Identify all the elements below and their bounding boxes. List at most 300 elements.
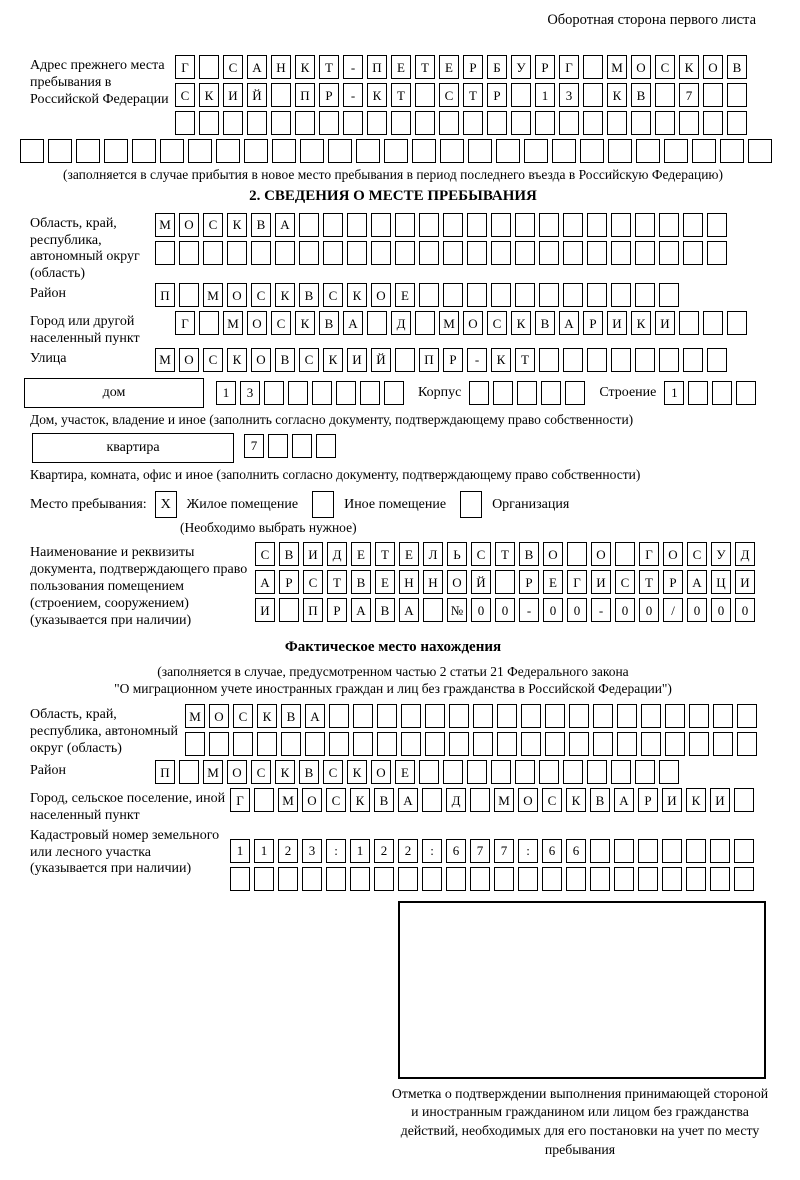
- char-cell: [641, 704, 661, 728]
- fact-city-label: Город, сельское поселение, иной населенный пункт: [30, 791, 226, 823]
- char-cell: [271, 83, 291, 107]
- char-cell: [257, 732, 277, 756]
- char-cell: К: [347, 283, 367, 307]
- char-cell: [539, 241, 559, 265]
- char-cell: [737, 704, 757, 728]
- char-cell: [611, 213, 631, 237]
- char-cell: [233, 732, 253, 756]
- char-cell: [611, 241, 631, 265]
- char-cell: [635, 760, 655, 784]
- char-cell: 0: [735, 598, 755, 622]
- char-cell: А: [398, 788, 418, 812]
- char-cell: [415, 83, 435, 107]
- char-cell: [563, 213, 583, 237]
- char-cell: И: [607, 311, 627, 335]
- char-cell: [292, 434, 312, 458]
- char-cell: [521, 732, 541, 756]
- cadastral-label: Кадастровый номер земельного или лесного участка (указывается при наличии): [30, 827, 220, 877]
- char-cell: М: [203, 760, 223, 784]
- cadastral-grid: [230, 825, 756, 895]
- char-cell: [541, 381, 561, 405]
- char-cell: [521, 704, 541, 728]
- char-cell: [565, 381, 585, 405]
- char-cell: [587, 241, 607, 265]
- fact-location-note-2: "О миграционном учете иностранных граждан и лиц без гражданства в Российской Федерации"): [114, 681, 672, 697]
- char-cell: [638, 867, 658, 891]
- char-cell: С: [323, 760, 343, 784]
- char-cell: Ц: [711, 570, 731, 594]
- char-cell: [350, 867, 370, 891]
- char-cell: [727, 311, 747, 335]
- char-cell: Й: [371, 348, 391, 372]
- street-label: Улица: [30, 350, 67, 366]
- char-grid-row: [255, 598, 756, 622]
- street-grid: [155, 348, 756, 376]
- fact-district-row: [30, 760, 756, 788]
- char-cell: [497, 704, 517, 728]
- char-cell: Т: [639, 570, 659, 594]
- char-cell: 1: [535, 83, 555, 107]
- char-cell: К: [679, 55, 699, 79]
- char-cell: [20, 139, 44, 163]
- korpus-cells: [469, 381, 589, 405]
- char-cell: В: [351, 570, 371, 594]
- region-row: [30, 213, 756, 283]
- char-cell: Р: [535, 55, 555, 79]
- char-cell: [590, 867, 610, 891]
- char-cell: [443, 760, 463, 784]
- char-cell: [635, 283, 655, 307]
- char-cell: А: [247, 55, 267, 79]
- char-cell: С: [326, 788, 346, 812]
- char-cell: В: [299, 760, 319, 784]
- confirmation-stamp-caption: Отметка о подтверждении выполнения принимающей стороной и иностранным гражданином или лицом без гражданства действий, необходимых для его постановки на учет по месту пребывания: [391, 1085, 769, 1157]
- char-cell: 0: [495, 598, 515, 622]
- char-cell: 0: [687, 598, 707, 622]
- char-cell: Т: [463, 83, 483, 107]
- char-cell: [223, 111, 243, 135]
- char-grid-row: [175, 311, 756, 335]
- char-cell: [703, 311, 723, 335]
- char-cell: [587, 213, 607, 237]
- char-cell: [662, 839, 682, 863]
- prev-address-label: Адрес прежнего места пребывания в Российской Федерации: [30, 58, 169, 107]
- char-cell: [587, 760, 607, 784]
- char-cell: [563, 760, 583, 784]
- confirmation-stamp-box: [398, 901, 766, 1079]
- char-cell: [665, 732, 685, 756]
- prev-address-grid: [175, 55, 756, 139]
- stay-type-row: [30, 491, 756, 518]
- char-cell: [617, 704, 637, 728]
- char-cell: :: [518, 839, 538, 863]
- stay-type-label: Место пребывания:: [30, 496, 147, 512]
- char-cell: [559, 111, 579, 135]
- char-cell: [281, 732, 301, 756]
- char-cell: У: [711, 542, 731, 566]
- char-cell: Т: [495, 542, 515, 566]
- char-cell: М: [155, 348, 175, 372]
- char-cell: Л: [423, 542, 443, 566]
- char-cell: [199, 311, 219, 335]
- char-cell: [515, 241, 535, 265]
- char-cell: Н: [399, 570, 419, 594]
- char-cell: Е: [395, 760, 415, 784]
- char-cell: 7: [470, 839, 490, 863]
- char-cell: 6: [446, 839, 466, 863]
- char-cell: [524, 139, 548, 163]
- char-cell: [593, 732, 613, 756]
- char-cell: В: [279, 542, 299, 566]
- char-cell: [305, 732, 325, 756]
- char-cell: П: [155, 283, 175, 307]
- char-cell: С: [271, 311, 291, 335]
- char-cell: [422, 788, 442, 812]
- char-cell: А: [687, 570, 707, 594]
- char-grid-row: [230, 867, 756, 891]
- char-cell: О: [371, 760, 391, 784]
- char-cell: М: [607, 55, 627, 79]
- char-cell: Р: [463, 55, 483, 79]
- char-cell: [48, 139, 72, 163]
- char-cell: [683, 213, 703, 237]
- char-cell: [279, 598, 299, 622]
- char-cell: [737, 732, 757, 756]
- char-cell: И: [591, 570, 611, 594]
- char-cell: [638, 839, 658, 863]
- char-cell: С: [487, 311, 507, 335]
- char-cell: М: [203, 283, 223, 307]
- char-cell: В: [281, 704, 301, 728]
- checkbox-other-premises: [312, 491, 334, 518]
- char-cell: [727, 83, 747, 107]
- char-cell: [216, 139, 240, 163]
- cadastral-row: [30, 825, 756, 895]
- char-cell: О: [591, 542, 611, 566]
- char-cell: 0: [639, 598, 659, 622]
- fact-city-grid: [230, 788, 756, 816]
- char-cell: К: [323, 348, 343, 372]
- char-cell: Н: [423, 570, 443, 594]
- char-cell: И: [655, 311, 675, 335]
- char-cell: [607, 111, 627, 135]
- char-cell: [511, 83, 531, 107]
- char-grid-row: [155, 241, 756, 265]
- checkbox-organization-label: Организация: [492, 496, 570, 512]
- char-cell: [271, 111, 291, 135]
- char-cell: [272, 139, 296, 163]
- char-grid-row: [255, 542, 756, 566]
- char-cell: 6: [566, 839, 586, 863]
- char-cell: Т: [415, 55, 435, 79]
- char-cell: В: [299, 283, 319, 307]
- char-cell: [328, 139, 352, 163]
- char-cell: Г: [230, 788, 250, 812]
- char-cell: [710, 867, 730, 891]
- char-cell: О: [227, 283, 247, 307]
- char-cell: К: [295, 55, 315, 79]
- char-cell: [199, 111, 219, 135]
- char-cell: В: [374, 788, 394, 812]
- city-label: Город или другой населенный пункт: [30, 314, 140, 346]
- char-cell: К: [199, 83, 219, 107]
- district-grid: [155, 283, 756, 311]
- char-cell: [659, 760, 679, 784]
- char-cell: П: [155, 760, 175, 784]
- char-cell: [659, 213, 679, 237]
- char-cell: [683, 348, 703, 372]
- char-cell: -: [591, 598, 611, 622]
- char-cell: [469, 381, 489, 405]
- char-cell: [185, 732, 205, 756]
- char-cell: 3: [559, 83, 579, 107]
- char-cell: Й: [471, 570, 491, 594]
- char-cell: С: [255, 542, 275, 566]
- char-cell: [415, 111, 435, 135]
- char-cell: К: [257, 704, 277, 728]
- char-cell: О: [251, 348, 271, 372]
- stay-type-note: (Необходимо выбрать нужное): [180, 520, 357, 536]
- char-cell: В: [631, 83, 651, 107]
- char-cell: 0: [567, 598, 587, 622]
- char-cell: [631, 111, 651, 135]
- char-cell: Д: [735, 542, 755, 566]
- char-cell: :: [422, 839, 442, 863]
- char-cell: [494, 867, 514, 891]
- char-cell: [288, 381, 308, 405]
- char-cell: К: [566, 788, 586, 812]
- char-cell: [203, 241, 223, 265]
- fact-city-row: [30, 788, 756, 825]
- char-cell: [377, 732, 397, 756]
- char-cell: [371, 241, 391, 265]
- char-cell: [343, 111, 363, 135]
- char-cell: О: [179, 213, 199, 237]
- char-cell: А: [351, 598, 371, 622]
- char-cell: [300, 139, 324, 163]
- char-cell: 6: [542, 839, 562, 863]
- char-cell: [251, 241, 271, 265]
- char-grid-row: [230, 788, 756, 812]
- char-grid-row: [175, 111, 756, 135]
- char-cell: М: [494, 788, 514, 812]
- char-cell: Н: [271, 55, 291, 79]
- char-cell: С: [203, 348, 223, 372]
- char-cell: С: [323, 283, 343, 307]
- char-cell: [425, 704, 445, 728]
- char-cell: Е: [543, 570, 563, 594]
- apartment-cells: [244, 434, 340, 458]
- city-grid: [175, 311, 756, 339]
- char-cell: [535, 111, 555, 135]
- char-cell: С: [299, 348, 319, 372]
- char-cell: И: [303, 542, 323, 566]
- char-cell: О: [179, 348, 199, 372]
- char-cell: А: [614, 788, 634, 812]
- char-cell: В: [251, 213, 271, 237]
- char-cell: [496, 139, 520, 163]
- char-cell: [614, 839, 634, 863]
- char-cell: [707, 348, 727, 372]
- document-grid: [255, 542, 756, 626]
- char-cell: М: [223, 311, 243, 335]
- char-cell: [713, 704, 733, 728]
- char-cell: [412, 139, 436, 163]
- char-cell: [395, 348, 415, 372]
- char-cell: [415, 311, 435, 335]
- char-cell: О: [463, 311, 483, 335]
- char-cell: [395, 213, 415, 237]
- char-cell: 2: [398, 839, 418, 863]
- char-cell: [377, 704, 397, 728]
- char-cell: К: [491, 348, 511, 372]
- char-cell: Р: [279, 570, 299, 594]
- char-cell: [230, 867, 250, 891]
- char-cell: [443, 283, 463, 307]
- char-cell: Е: [351, 542, 371, 566]
- char-cell: /: [663, 598, 683, 622]
- char-cell: [664, 139, 688, 163]
- char-cell: С: [542, 788, 562, 812]
- char-cell: [449, 732, 469, 756]
- char-cell: 1: [664, 381, 684, 405]
- region-grid: [155, 213, 756, 269]
- char-cell: К: [227, 213, 247, 237]
- char-cell: Р: [663, 570, 683, 594]
- char-cell: У: [511, 55, 531, 79]
- char-cell: [371, 213, 391, 237]
- char-cell: [689, 732, 709, 756]
- page-title: Оборотная сторона первого листа: [547, 12, 756, 28]
- document-label: Наименование и реквизиты документа, подтверждающего право пользования помещением (строением, сооружением) (указывается при наличии): [30, 545, 248, 628]
- char-cell: К: [631, 311, 651, 335]
- stroenie-label: Строение: [599, 384, 657, 400]
- char-cell: [326, 867, 346, 891]
- char-cell: О: [247, 311, 267, 335]
- char-cell: С: [655, 55, 675, 79]
- char-cell: [384, 139, 408, 163]
- char-cell: [275, 241, 295, 265]
- char-cell: [443, 241, 463, 265]
- char-cell: Р: [443, 348, 463, 372]
- char-cell: [463, 111, 483, 135]
- char-cell: [268, 434, 288, 458]
- char-cell: [665, 704, 685, 728]
- char-cell: [689, 704, 709, 728]
- char-cell: [707, 241, 727, 265]
- char-cell: [748, 139, 772, 163]
- char-cell: [611, 760, 631, 784]
- char-cell: М: [185, 704, 205, 728]
- char-cell: [356, 139, 380, 163]
- char-cell: [662, 867, 682, 891]
- char-cell: [425, 732, 445, 756]
- char-cell: [703, 111, 723, 135]
- char-cell: О: [447, 570, 467, 594]
- char-cell: С: [223, 55, 243, 79]
- char-cell: [614, 867, 634, 891]
- city-row: [30, 311, 756, 348]
- char-cell: В: [375, 598, 395, 622]
- char-cell: [641, 732, 661, 756]
- char-cell: [295, 111, 315, 135]
- char-cell: В: [727, 55, 747, 79]
- char-cell: [449, 704, 469, 728]
- char-cell: Д: [391, 311, 411, 335]
- char-cell: 0: [543, 598, 563, 622]
- char-cell: А: [275, 213, 295, 237]
- char-cell: [567, 542, 587, 566]
- char-cell: М: [278, 788, 298, 812]
- char-cell: Т: [327, 570, 347, 594]
- char-cell: Г: [639, 542, 659, 566]
- char-cell: [511, 111, 531, 135]
- char-cell: С: [303, 570, 323, 594]
- char-cell: П: [295, 83, 315, 107]
- char-cell: [563, 283, 583, 307]
- prev-address-row: [30, 55, 756, 139]
- apartment-note: Квартира, комната, офис и иное (заполнить согласно документу, подтверждающему право собственности): [30, 466, 641, 482]
- char-cell: Р: [638, 788, 658, 812]
- char-cell: [175, 111, 195, 135]
- char-grid-row: [155, 348, 756, 372]
- char-cell: [155, 241, 175, 265]
- char-cell: [539, 348, 559, 372]
- char-cell: К: [511, 311, 531, 335]
- fact-district-label: Район: [30, 763, 66, 779]
- char-cell: [545, 704, 565, 728]
- char-cell: [329, 732, 349, 756]
- char-cell: [278, 867, 298, 891]
- char-cell: М: [439, 311, 459, 335]
- char-cell: [254, 867, 274, 891]
- checkbox-organization: [460, 491, 482, 518]
- char-cell: [563, 348, 583, 372]
- char-cell: [617, 732, 637, 756]
- char-cell: [583, 55, 603, 79]
- char-cell: [395, 241, 415, 265]
- char-grid-row: [230, 839, 756, 863]
- fact-location-heading: Фактическое место нахождения: [284, 639, 502, 656]
- char-cell: [329, 704, 349, 728]
- char-cell: Т: [515, 348, 535, 372]
- char-cell: [635, 348, 655, 372]
- region-label: Область, край, республика, автономный округ (область): [30, 215, 140, 282]
- char-grid-row: [155, 213, 756, 237]
- char-cell: [188, 139, 212, 163]
- char-cell: [580, 139, 604, 163]
- fact-region-row: [30, 704, 756, 760]
- char-cell: [542, 867, 562, 891]
- char-cell: [360, 381, 380, 405]
- char-cell: [539, 213, 559, 237]
- char-cell: [443, 213, 463, 237]
- char-cell: [659, 348, 679, 372]
- char-cell: Г: [175, 55, 195, 79]
- char-cell: [487, 111, 507, 135]
- char-cell: [254, 788, 274, 812]
- char-cell: [679, 311, 699, 335]
- house-box: дом: [24, 378, 204, 408]
- char-cell: [491, 213, 511, 237]
- char-cell: [299, 213, 319, 237]
- char-cell: [686, 839, 706, 863]
- char-cell: К: [275, 760, 295, 784]
- char-cell: [710, 839, 730, 863]
- char-cell: К: [347, 760, 367, 784]
- char-cell: [655, 111, 675, 135]
- char-cell: [659, 241, 679, 265]
